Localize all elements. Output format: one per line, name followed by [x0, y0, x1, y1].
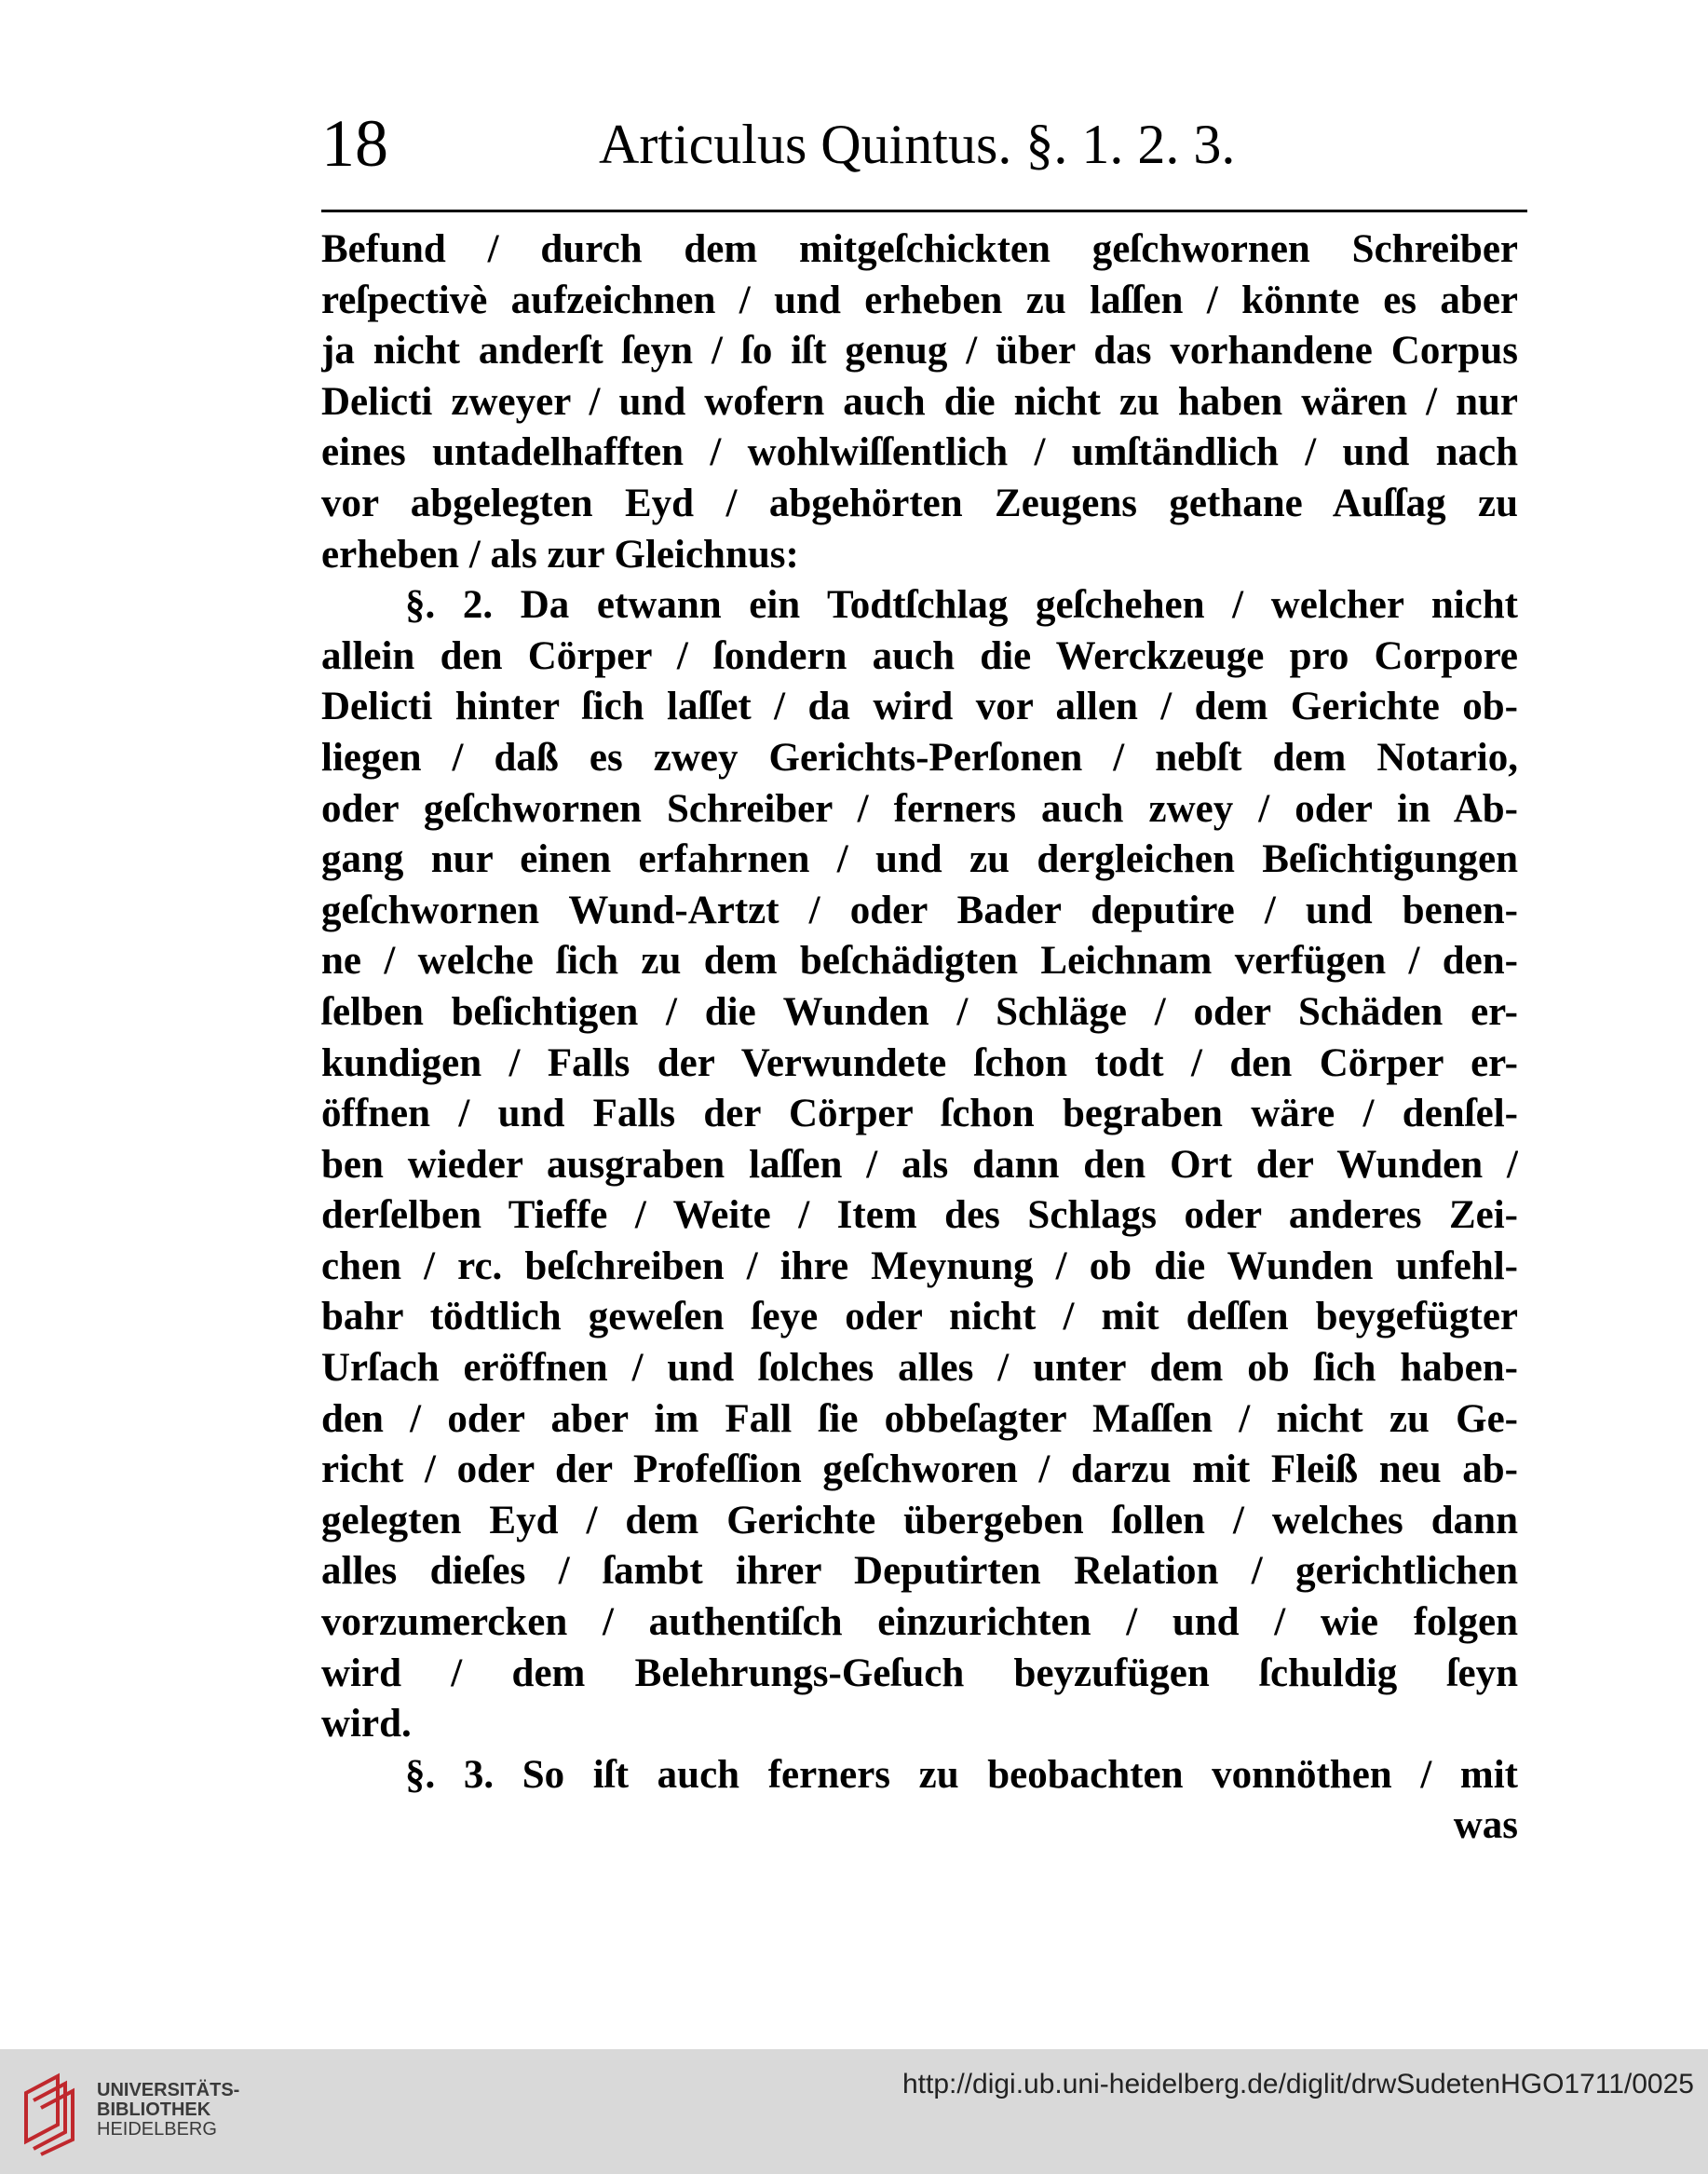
text-line: ne / welche ſich zu dem beſchädigten Leichnam verfügen / den-: [321, 939, 1518, 984]
text-line: chen / rc. beſchreiben / ihre Meynung / ob die Wunden unfehl-: [321, 1243, 1518, 1288]
library-logo-icon: [20, 2069, 84, 2156]
text-line: wird / dem Belehrungs-Geſuch beyzufügen ſchuldig ſeyn: [321, 1651, 1518, 1695]
text-line: vorzumercken / authentiſch einzurichten / und / wie folgen: [321, 1600, 1518, 1645]
text-line: Delicti zweyer / und wofern auch die nicht zu haben wären / nur: [321, 379, 1518, 424]
text-line: Urſach eröffnen / und ſolches alles / unter dem ob ſich haben-: [321, 1346, 1518, 1391]
text-line: alles dieſes / ſambt ihrer Deputirten Relation / gerichtlichen: [321, 1549, 1518, 1594]
text-line: ja nicht anderſt ſeyn / ſo iſt genug / über das vorhandene Corpus: [321, 329, 1518, 374]
text-line: den / oder aber im Fall ſie obbeſagter Maſſen / nicht zu Ge-: [321, 1396, 1518, 1441]
paragraph-start-line: §. 2. Da etwann ein Todtſchlag geſchehen / welcher nicht: [405, 583, 1518, 628]
text-line: ben wieder ausgraben laſſen / als dann den Ort der Wunden /: [321, 1142, 1518, 1187]
text-line: gang nur einen erfahrnen / und zu dergleichen Beſichtigungen: [321, 837, 1518, 882]
page-number: 18: [321, 106, 388, 181]
text-line: derſelben Tieffe / Weite / Item des Schlags oder anderes Zei-: [321, 1193, 1518, 1238]
text-line: Delicti hinter ſich laſſet / da wird vor allen / dem Gerichte ob-: [321, 685, 1518, 729]
text-line: eines untadelhafften / wohlwiſſentlich / umſtändlich / und nach: [321, 430, 1518, 475]
header-rule: [321, 210, 1527, 212]
text-line: geſchwornen Wund-Artzt / oder Bader deputire / und benen-: [321, 888, 1518, 932]
text-block: [321, 224, 1518, 1852]
text-line: allein den Cörper / ſondern auch die Werckzeuge pro Corpore: [321, 633, 1518, 678]
library-name: [97, 2081, 239, 2140]
text-line: ſelben beſichtigen / die Wunden / Schläge / oder Schäden er-: [321, 989, 1518, 1034]
library-name-line: UNIVERSITÄTS-: [97, 2080, 240, 2100]
text-line: gelegten Eyd / dem Gerichte übergeben ſollen / welches dann: [321, 1498, 1518, 1542]
running-title: Articulus Quintus. §. 1. 2. 3.: [599, 114, 1236, 175]
text-line: liegen / daß es zwey Gerichts-Perſonen / nebſt dem Notario,: [321, 735, 1518, 780]
text-line: wird.: [321, 1702, 412, 1746]
text-line: bahr tödtlich geweſen ſeye oder nicht / mit deſſen beygefügter: [321, 1295, 1518, 1339]
text-line: Befund / durch dem mitgeſchickten geſchwornen Schreiber: [321, 227, 1518, 271]
library-name-line: BIBLIOTHEK: [97, 2099, 211, 2120]
text-line: kundigen / Falls der Verwundete ſchon todt / den Cörper er-: [321, 1040, 1518, 1085]
text-line: richt / oder der Profeſſion geſchworen / darzu mit Fleiß neu ab-: [321, 1447, 1518, 1492]
text-line: oder geſchwornen Schreiber / ferners auch zwey / oder in Ab-: [321, 786, 1518, 831]
library-name-line: HEIDELBERG: [97, 2119, 217, 2140]
catchword: was: [1453, 1803, 1518, 1848]
text-line: reſpectivè aufzeichnen / und erheben zu laſſen / könnte es aber: [321, 278, 1518, 322]
source-url: http://digi.ub.uni-heidelberg.de/diglit/drwSudetenHGO1711/0025: [901, 2069, 1694, 2099]
footer-bar: [0, 2049, 1708, 2174]
paragraph-start-line: §. 3. So iſt auch ferners zu beobachten vonnöthen / mit: [405, 1752, 1518, 1797]
text-line: erheben / als zur Gleichnus:: [321, 532, 799, 577]
text-line: öffnen / und Falls der Cörper ſchon begraben wäre / denſel-: [321, 1092, 1518, 1136]
text-line: vor abgelegten Eyd / abgehörten Zeugens gethane Auſſag zu: [321, 481, 1518, 525]
